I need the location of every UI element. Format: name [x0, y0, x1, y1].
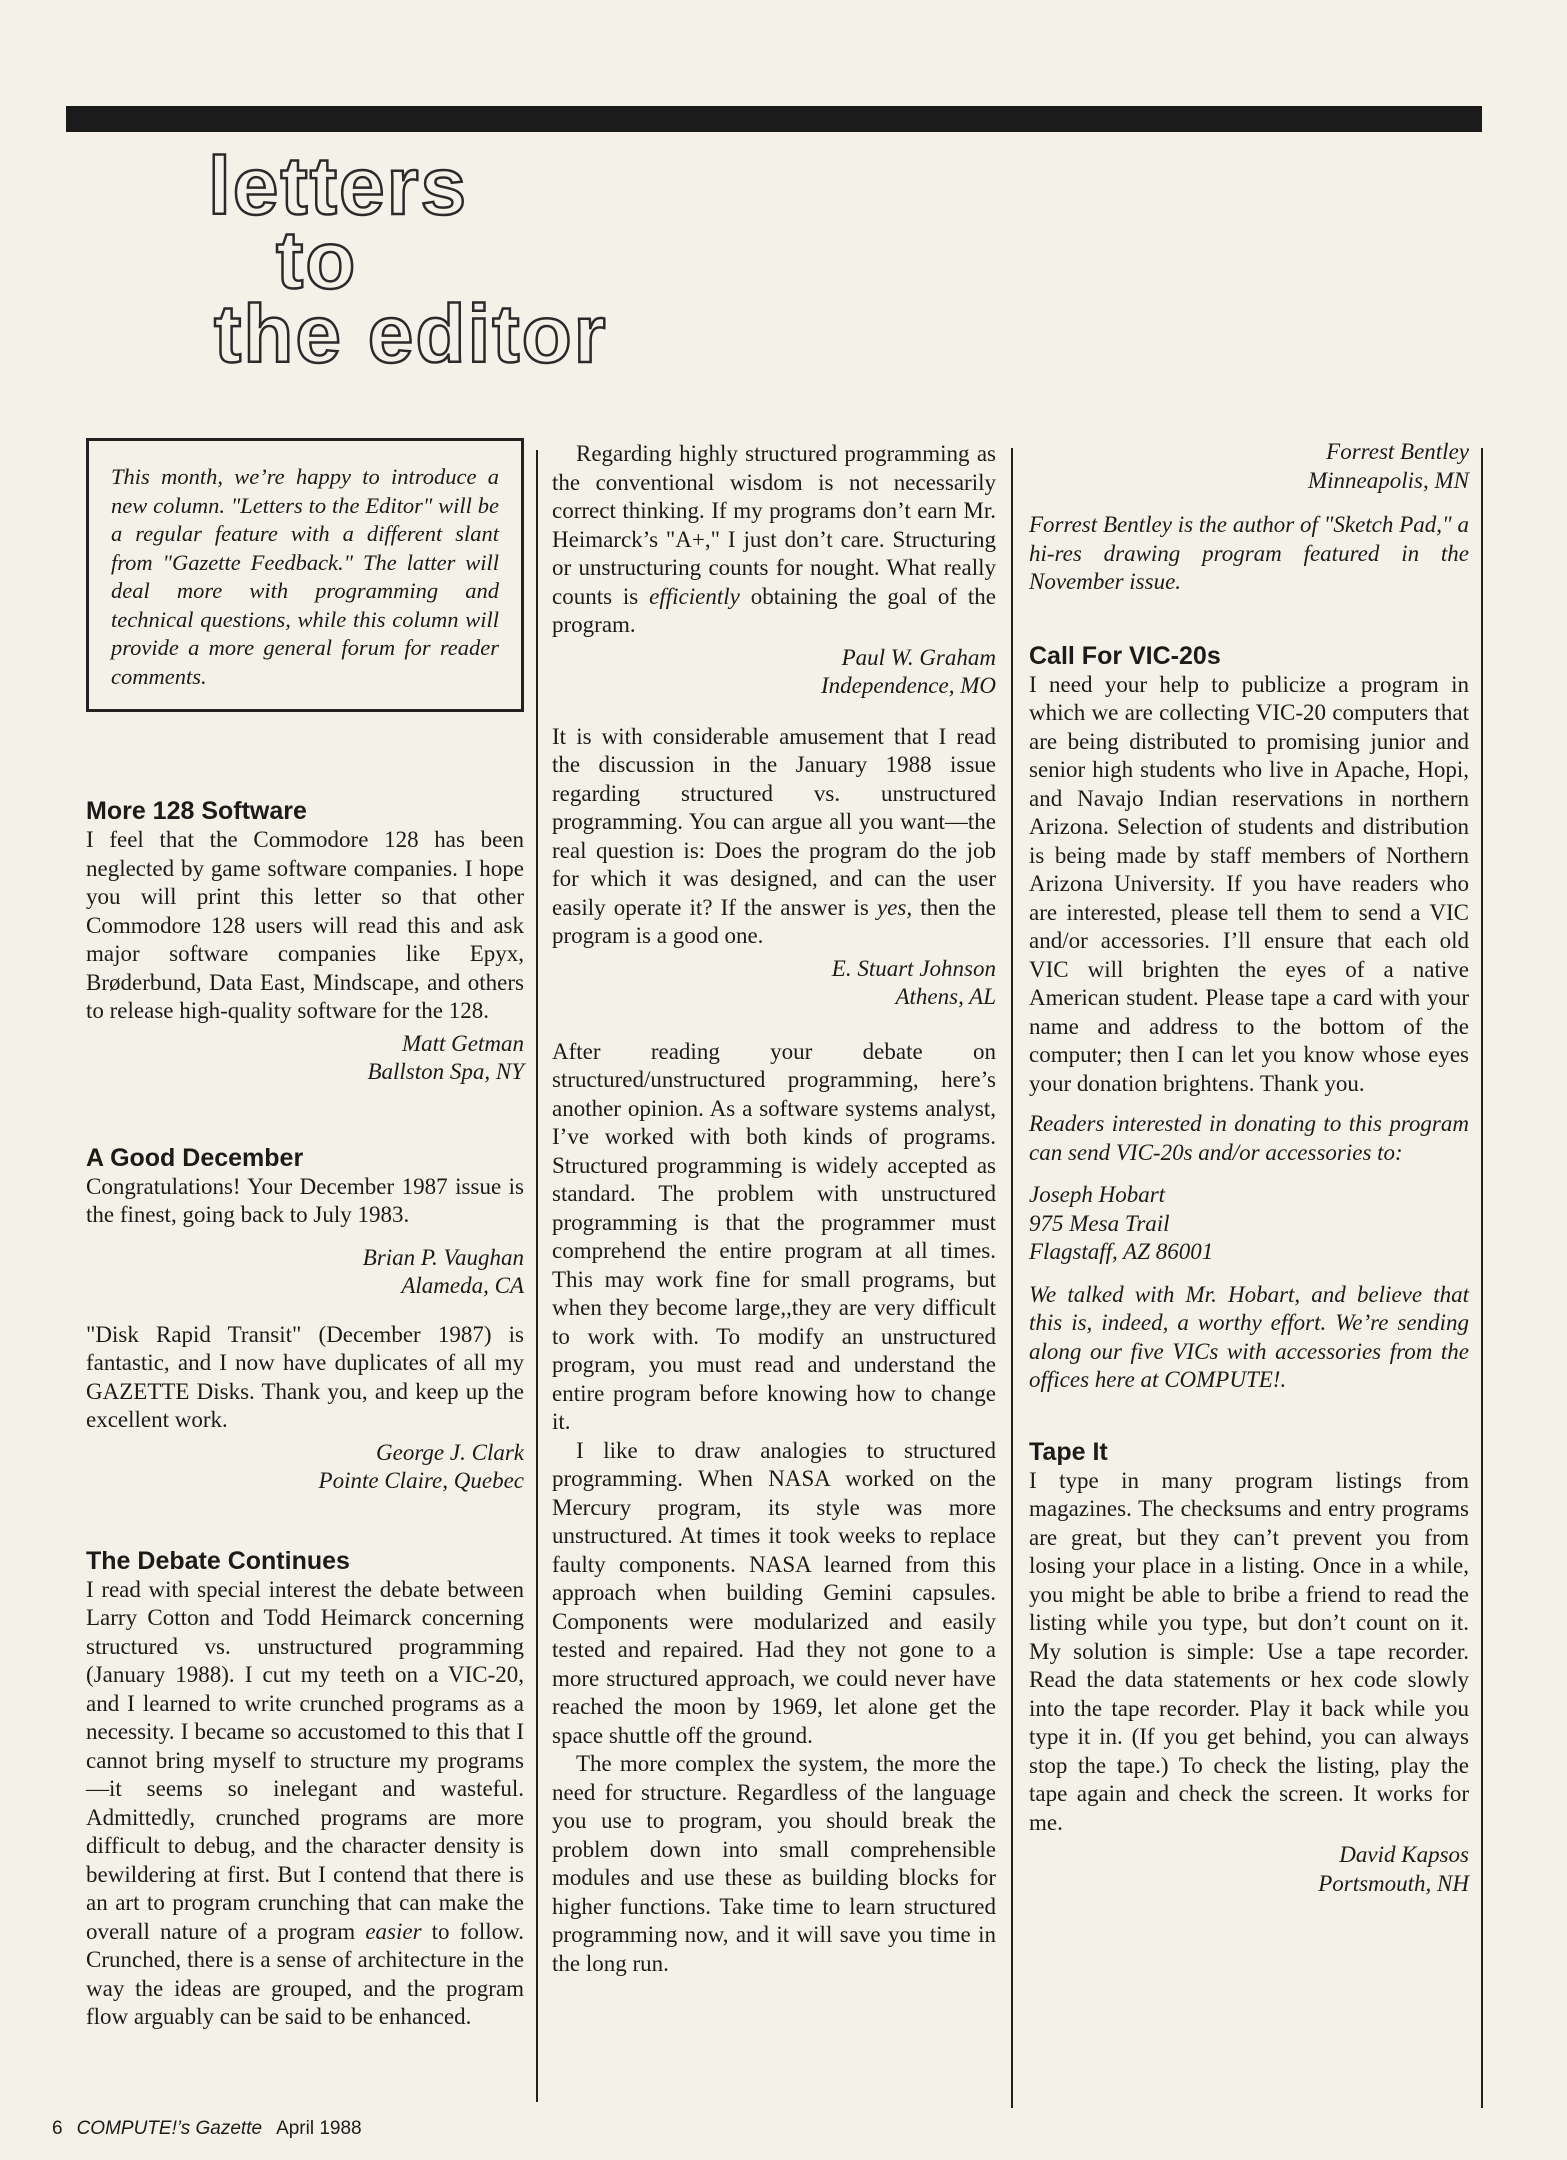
letter-debate-p1: I read with special interest the debate between Larry Cotton and Todd Heimarck concerning structured vs. unstructured programming (January 1988). I cut my teeth on a VIC-20, and I learned to write crunched programs as a necessity. I became so accustomed to this that I cannot bring myself to structure my programs—it seems so inelegant and wasteful. Admittedly, crunched programs are more difficult to debug, and the character density is bewildering at first. But I contend that there is an art to program crunching that can make the overall nature of a program easier to follow. Crunched, there is a sense of architecture in the way the ideas are grouped, and the program flow arguably can be said to be enhanced.	[86, 1576, 525, 2029]
column-rule-left	[536, 450, 538, 2102]
signature-bentley	[1029, 438, 1469, 495]
author-name: Forrest Bentley	[1326, 439, 1469, 464]
heading-more-128-software: More 128 Software	[86, 797, 307, 825]
author-location: Pointe Claire, Quebec	[318, 1468, 524, 1493]
magazine-name: COMPUTE!’s Gazette	[76, 2118, 263, 2139]
column-rule-right	[1481, 448, 1483, 2108]
heading-the-debate-continues: The Debate Continues	[86, 1546, 350, 1575]
column-rule-middle	[1011, 448, 1013, 2108]
author-name: Matt Getman	[401, 1030, 524, 1056]
author-location: Minneapolis, MN	[1308, 467, 1469, 493]
title-letters: letters	[208, 141, 469, 232]
heading-a-good-december: A Good December	[86, 1143, 304, 1172]
signature-johnson	[552, 955, 996, 1012]
author-name: E. Stuart Johnson	[831, 955, 996, 981]
letter-tape-body: I type in many program listings from magazines. The checksums and entry programs are great, but they can’t prevent you from losing your place in a listing. Once in a while, you might be able to bribe a friend to read the listing while you type, but don’t count on it. My solution is simple: Use a tape recorder. Read the data statements or hex code slowly into the tape recorder. Play it back while you type it in. (If you get behind, you can always stop the tape.) To check the listing, play the tape again and check the screen. It works for me.	[1029, 1467, 1469, 1835]
header-rule	[66, 106, 1482, 132]
editor-note-hobart: We talked with Mr. Hobart, and believe that this is, indeed, a worthy effort. We’re sending along our five VICs with accessories from the offices here at COMPUTE!.	[1029, 1281, 1469, 1392]
letter-bentley-p2: I like to draw analogies to structured programming. When NASA worked on the Mercury program, its style was more unstructured. At times it took weeks to replace faulty components. NASA learned from this approach when building Gemini capsules. Components were modularized and easily tested and repaired. Had they not gone to a more structured approach, we could never have reached the moon by 1969, let alone get the space shuttle off the ground.	[552, 1437, 996, 1748]
heading-tape-it: Tape It	[1029, 1437, 1108, 1466]
page-number: 6	[52, 2118, 63, 2139]
letter-bentley-p1: After reading your debate on structured/unstructured programming, here’s another opinion. As a software systems analyst, I’ve worked with both kinds of programs. Structured programming is widely accepted as standard. The problem with unstructured programming is that the programmer must comprehend the entire program at all times. This may work fine for small programs, but when they become large,,they are very difficult to work with. To modify an unstructured program, you must read and understand the entire program before knowing how to change it.	[552, 1038, 996, 1434]
address-line-2: 975 Mesa Trail	[1029, 1210, 1170, 1236]
issue-date: April 1988	[276, 2118, 362, 2139]
intro-box: This month, we’re happy to introduce a new column. "Letters to the Editor" will be a regular feature with a different slant from "Gazette Feedback." The latter will deal more with programming and technical questions, while this column will provide a more general forum for reader comments.	[86, 438, 524, 712]
letter-disk-body: "Disk Rapid Transit" (December 1987) is fantastic, and I now have duplicates of all my GAZETTE Disks. Thank you, and keep up the excellent work.	[86, 1321, 524, 1432]
letter-vic20-body: I need your help to publicize a program in which we are collecting VIC-20 computers that are being distributed to promising junior and senior high students who live in Apache, Hopi, and Navajo Indian reservations in northern Arizona. Selection of students and distribution is being made by staff members of Northern Arizona University. If you have readers who are interested, please tell them to send a VIC and/or accessories. I’ll ensure that each old VIC will brighten the eyes of a native American student. Please tape a card with your name and address to the bottom of the computer; then I can let you know whose eyes your donation brightens. Thank you.	[1029, 671, 1469, 1096]
letter-debate-p2: Regarding highly structured programming as the conventional wisdom is not necessarily correct thinking. If my programs don’t earn Mr. Heimarck’s "A+," I just don’t care. Structuring or unstructuring counts for nought. What really counts is efficiently obtaining the goal of the program.	[552, 441, 997, 637]
letter-bentley-p3: The more complex the system, the more the need for structure. Regardless of the language you use to program, you should break the problem down into small comprehensible modules and use these as building blocks for higher functions. Take time to learn structured programming now, and it will save you time in the long run.	[552, 1751, 996, 1976]
signature-graham	[552, 644, 996, 701]
author-name: George J. Clark	[376, 1439, 524, 1465]
signature-getman	[86, 1030, 524, 1087]
letter-more128-body: I feel that the Commodore 128 has been neglected by game software companies. I hope you will print this letter so that other Commodore 128 users will read this and ask major software companies like Epyx, Brøderbund, Data East, Mindscape, and others to release high-quality software for the 128.	[86, 827, 524, 1023]
author-name: Brian P. Vaughan	[362, 1244, 524, 1270]
author-location: Alameda, CA	[401, 1273, 524, 1298]
editor-note-bentley: Forrest Bentley is the author of "Sketch Pad," a hi-res drawing program featured in the November issue.	[1029, 512, 1469, 594]
column-1	[86, 438, 524, 2032]
editor-note-vic20: Readers interested in donating to this program can send VIC-20s and/or accessories to:	[1029, 1111, 1469, 1165]
address-block	[1029, 1181, 1469, 1267]
address-line-1: Joseph Hobart	[1029, 1182, 1166, 1207]
letter-december-body: Congratulations! Your December 1987 issue is the finest, going back to July 1983.	[86, 1173, 524, 1227]
author-name: Paul W. Graham	[841, 644, 996, 670]
signature-kapsos	[1029, 1841, 1469, 1898]
letter-johnson-body: It is with considerable amusement that I read the discussion in the January 1988 issue regarding structured vs. unstructured programming. You can argue all you want—the real question is: Does the program do the job for which it was designed, and can the user easily operate it? If the answer is yes, then the program is a good one.	[552, 723, 996, 948]
title-to: to	[276, 215, 358, 306]
heading-call-for-vic-20s: Call For VIC-20s	[1029, 641, 1221, 670]
signature-clark	[86, 1439, 524, 1496]
author-location: Independence, MO	[821, 673, 996, 698]
author-location: Athens, AL	[895, 984, 996, 1009]
column-3	[1029, 438, 1469, 1898]
page-footer	[52, 2118, 362, 2140]
author-location: Portsmouth, NH	[1318, 1870, 1469, 1896]
author-location: Ballston Spa, NY	[367, 1059, 524, 1084]
author-name: David Kapsos	[1339, 1842, 1469, 1867]
title-the-editor: the editor	[214, 289, 608, 380]
address-line-3: Flagstaff, AZ 86001	[1029, 1239, 1214, 1264]
column-2	[552, 438, 996, 1978]
signature-vaughan	[86, 1244, 524, 1301]
